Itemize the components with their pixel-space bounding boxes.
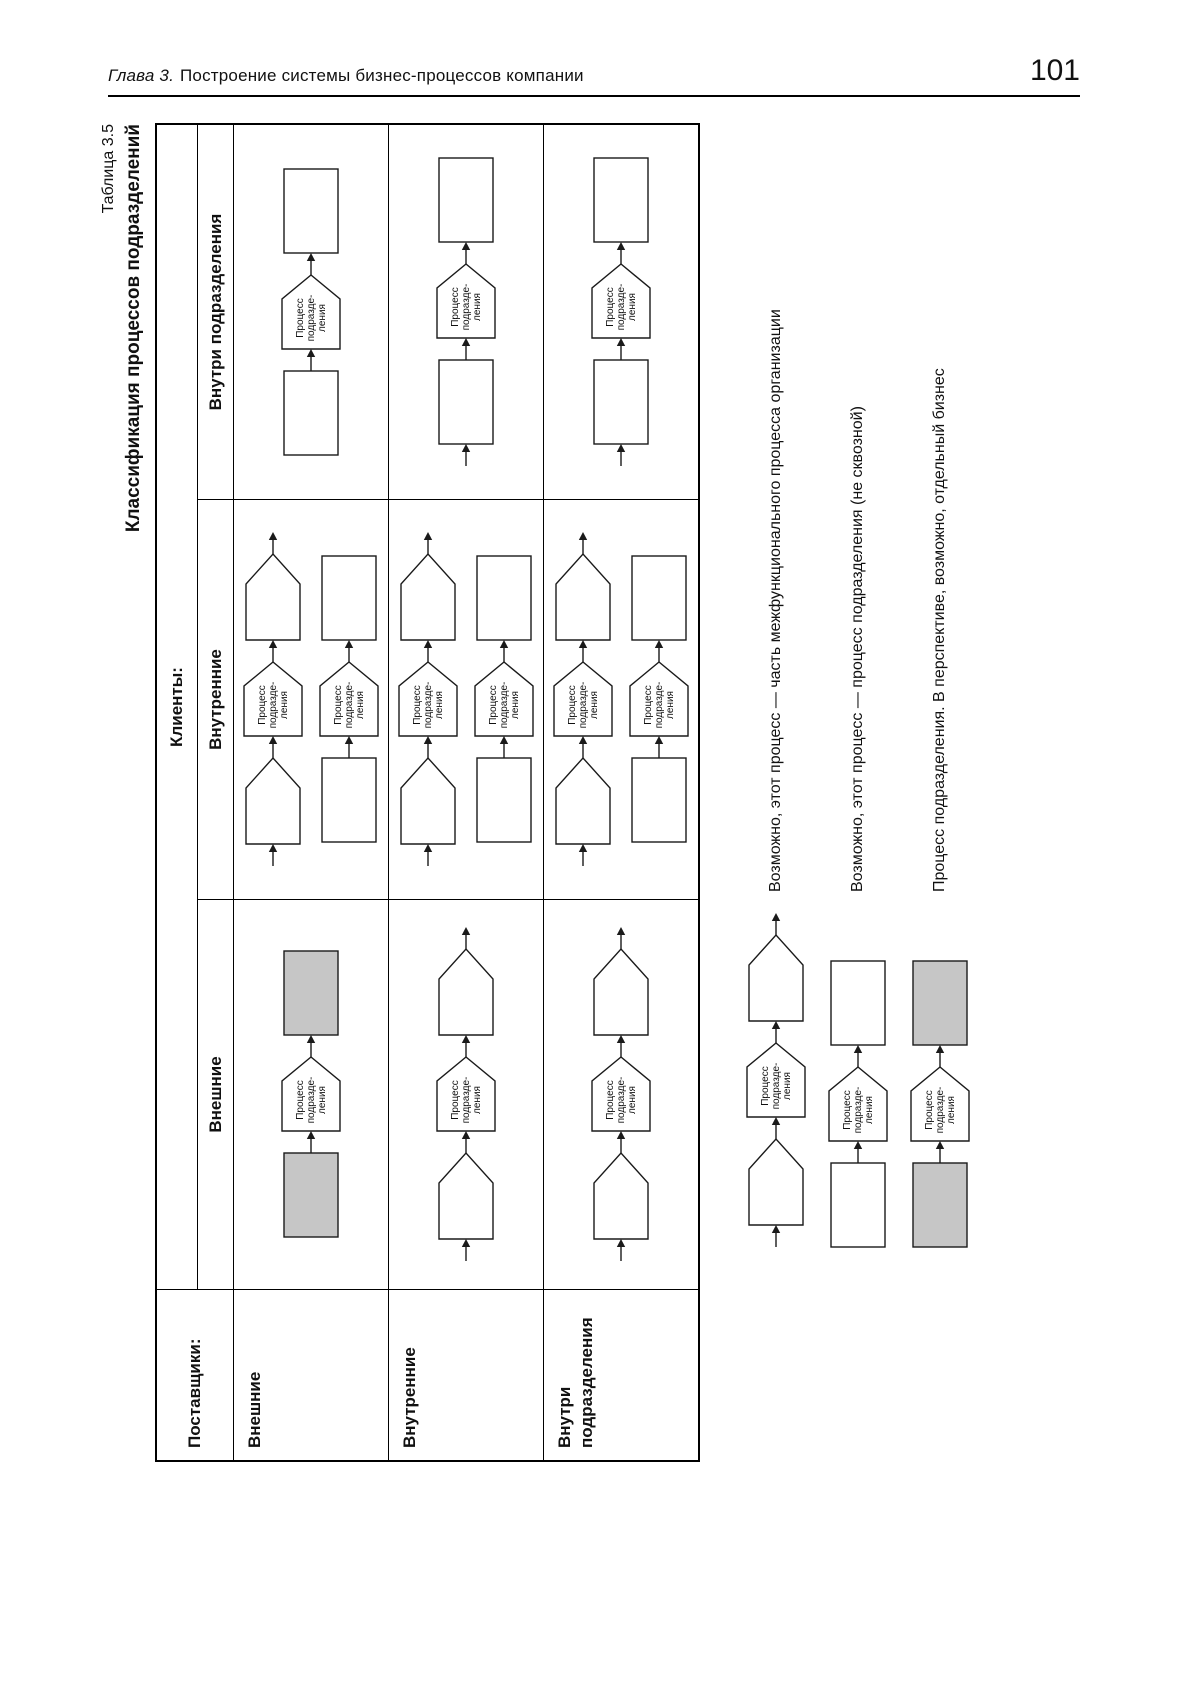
table-cell	[388, 125, 543, 500]
process-arrow-shape	[749, 1139, 803, 1225]
process-arrow-shape	[401, 759, 455, 845]
svg-text:ления: ления	[510, 691, 521, 720]
running-head	[108, 66, 584, 86]
column-header-internal: Внутренние	[197, 500, 233, 900]
legend-text: Процесс подразделения. В перспективе, возможно, отдельный бизнес	[931, 368, 948, 892]
object-box	[284, 371, 338, 455]
external-object-box	[913, 961, 967, 1045]
process-arrow-shape	[594, 1154, 648, 1240]
external-object-box	[284, 1154, 338, 1238]
svg-text:Процесс: Процесс	[605, 287, 616, 327]
chain-svg	[396, 532, 460, 868]
svg-text:подразде-: подразде-	[771, 1062, 782, 1110]
process-chain-rect_in	[589, 157, 653, 467]
svg-text:ления: ления	[472, 1086, 483, 1115]
svg-text:подразде-: подразде-	[461, 1077, 472, 1124]
object-box	[594, 158, 648, 242]
process-chain-house	[396, 532, 460, 868]
process-chain-house	[241, 532, 305, 868]
clients-header: Клиенты:	[157, 125, 197, 1290]
process-chain-gray	[279, 951, 343, 1239]
process-chain-house	[551, 532, 615, 868]
suppliers-header: Поставщики:	[185, 1338, 204, 1448]
svg-text:подразде-: подразде-	[268, 682, 279, 729]
process-arrow-shape	[594, 950, 648, 1036]
object-box	[831, 1163, 885, 1247]
svg-text:ления: ления	[317, 304, 328, 332]
process-chain-rect	[627, 556, 691, 844]
table-caption-number: Таблица 3.5	[100, 124, 117, 214]
chain-svg	[241, 532, 305, 868]
table-caption-title: Классификация процессов подразделений	[123, 124, 144, 533]
object-box	[439, 360, 493, 444]
row-label-external: Внешние	[233, 1290, 388, 1460]
chain-svg	[908, 960, 972, 1248]
legend	[744, 198, 998, 1248]
object-box	[594, 360, 648, 444]
svg-text:ления: ления	[946, 1096, 957, 1124]
svg-text:ления: ления	[317, 1086, 328, 1115]
svg-text:подразде-: подразде-	[461, 283, 472, 331]
process-chain-rect	[317, 556, 381, 844]
process-arrow-shape	[749, 935, 803, 1021]
process-chain-rect_in	[434, 157, 498, 467]
legend-diagram-separate-business	[908, 908, 972, 1248]
process-arrow-shape	[246, 759, 300, 845]
object-box	[439, 158, 493, 242]
table-cell	[388, 500, 543, 900]
svg-text:ления: ления	[665, 691, 676, 720]
table-cell	[233, 125, 388, 500]
svg-text:Процесс: Процесс	[842, 1090, 853, 1130]
table-cell	[233, 900, 388, 1290]
process-classification-table	[155, 123, 700, 1462]
svg-text:подразде-: подразде-	[654, 682, 665, 729]
chain-svg	[826, 960, 890, 1248]
svg-text:подразде-: подразде-	[344, 682, 355, 729]
svg-text:Процесс: Процесс	[412, 685, 423, 726]
svg-text:Процесс: Процесс	[450, 1080, 461, 1121]
column-header-within-department: Внутри подразделения	[197, 125, 233, 500]
svg-text:Процесс: Процесс	[924, 1090, 935, 1130]
svg-text:подразде-: подразде-	[853, 1086, 864, 1134]
svg-text:ления: ления	[434, 691, 445, 720]
table-caption	[100, 124, 145, 1462]
chain-svg	[317, 556, 381, 844]
chain-svg	[472, 556, 536, 844]
process-arrow-shape	[246, 555, 300, 641]
svg-text:ления: ления	[279, 691, 290, 720]
svg-text:подразде-: подразде-	[306, 294, 317, 342]
svg-text:подразде-: подразде-	[423, 682, 434, 729]
chain-svg	[627, 556, 691, 844]
process-arrow-shape	[439, 950, 493, 1036]
table-cell	[543, 500, 698, 900]
svg-text:подразде-: подразде-	[578, 682, 589, 729]
svg-text:ления: ления	[472, 293, 483, 321]
legend-row	[908, 198, 972, 1248]
process-chain-rect	[472, 556, 536, 844]
svg-text:ления: ления	[864, 1096, 875, 1124]
svg-text:Процесс: Процесс	[760, 1066, 771, 1106]
chain-svg	[279, 168, 343, 456]
table-cell	[233, 500, 388, 900]
table-cell	[543, 125, 698, 500]
svg-text:подразде-: подразде-	[935, 1086, 946, 1134]
legend-row	[744, 198, 808, 1248]
page-number: 101	[1029, 54, 1080, 87]
svg-text:Процесс: Процесс	[257, 685, 268, 726]
row-label-within-department: Внутри подразделения	[543, 1290, 698, 1460]
object-box	[477, 759, 531, 843]
classification-table-block	[100, 122, 712, 1462]
chain-svg	[551, 532, 615, 868]
chain-svg	[434, 157, 498, 467]
chain-svg	[589, 927, 653, 1263]
svg-text:подразде-: подразде-	[306, 1077, 317, 1124]
chapter-label: Глава 3.	[108, 66, 174, 85]
row-label-internal: Внутренние	[388, 1290, 543, 1460]
chain-svg	[589, 157, 653, 467]
legend-text: Возможно, этот процесс — процесс подразделения (не сквозной)	[849, 406, 866, 892]
svg-text:подразде-: подразде-	[499, 682, 510, 729]
svg-text:подразде-: подразде-	[616, 283, 627, 331]
chain-svg	[434, 927, 498, 1263]
external-object-box	[913, 1163, 967, 1247]
process-arrow-shape	[556, 555, 610, 641]
svg-text:Процесс: Процесс	[450, 287, 461, 327]
table-cell	[543, 900, 698, 1290]
process-arrow-shape	[556, 759, 610, 845]
chapter-title: Построение системы бизнес-процессов компании	[180, 66, 584, 85]
object-box	[477, 557, 531, 641]
svg-text:Процесс: Процесс	[333, 685, 344, 726]
process-chain-rect	[279, 168, 343, 456]
process-chain-house	[589, 927, 653, 1263]
svg-text:Процесс: Процесс	[643, 685, 654, 726]
svg-text:Процесс: Процесс	[567, 685, 578, 726]
svg-text:Процесс: Процесс	[295, 1080, 306, 1121]
object-box	[831, 961, 885, 1045]
object-box	[322, 557, 376, 641]
legend-row	[826, 198, 890, 1248]
svg-text:ления: ления	[627, 293, 638, 321]
object-box	[284, 169, 338, 253]
object-box	[322, 759, 376, 843]
legend-diagram-cross-functional	[744, 908, 808, 1248]
process-arrow-shape	[401, 555, 455, 641]
legend-diagram-department-process	[826, 908, 890, 1248]
object-box	[632, 557, 686, 641]
legend-text: Возможно, этот процесс — часть межфункционального процесса организации	[767, 309, 784, 892]
svg-text:ления: ления	[355, 691, 366, 720]
process-chain-house	[434, 927, 498, 1263]
svg-text:ления: ления	[627, 1086, 638, 1115]
page-header	[108, 56, 1080, 97]
svg-text:подразде-: подразде-	[616, 1077, 627, 1124]
chain-svg	[744, 912, 808, 1248]
column-header-external: Внешние	[197, 900, 233, 1290]
svg-text:ления: ления	[589, 691, 600, 720]
svg-text:Процесс: Процесс	[295, 298, 306, 338]
table-cell	[388, 900, 543, 1290]
external-object-box	[284, 952, 338, 1036]
svg-text:Процесс: Процесс	[605, 1080, 616, 1121]
svg-text:Процесс: Процесс	[488, 685, 499, 726]
object-box	[632, 759, 686, 843]
chain-svg	[279, 951, 343, 1239]
svg-text:ления: ления	[782, 1072, 793, 1100]
process-arrow-shape	[439, 1154, 493, 1240]
